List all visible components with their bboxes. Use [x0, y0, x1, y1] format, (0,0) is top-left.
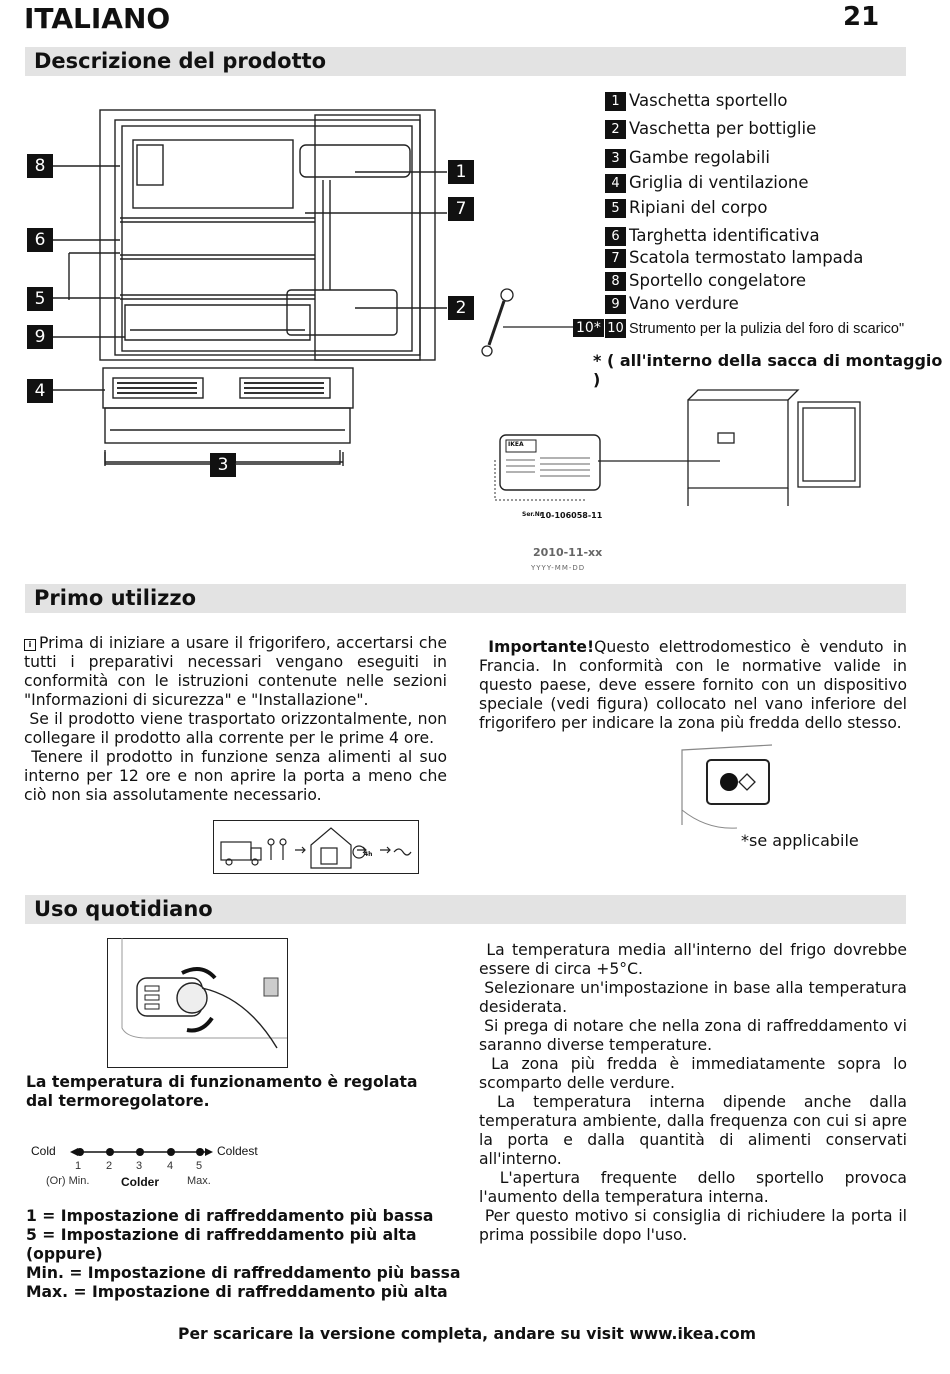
date-format: YYYY-MM-DD: [531, 564, 586, 572]
legend-item: 1 Vaschetta sportello: [605, 91, 788, 111]
info-icon: i: [24, 639, 36, 651]
callout-3: 3: [210, 453, 236, 477]
scale-tick: 4: [167, 1160, 174, 1172]
first-use-left-text: i Prima di iniziare a usare il frigorifero, accertarsi che tutti i preparativi necessari vengano eseguiti in conformità con le istruzioni contenute nelle sezioni "Informazioni di sicurezza" e "Installazione". Se il prodotto viene trasportato orizzontalmente, non collegare il prodotto alla corrente per le prime 4 ore. Tenere il prodotto in funzione senza alimenti al suo interno per 12 ore e non aprire la porta a meno che ciò non sia assolutamente necessario.: [24, 634, 447, 804]
settings-item: (oppure): [26, 1245, 103, 1263]
scale-mid-label: Colder: [121, 1175, 160, 1189]
callout-7: 7: [448, 197, 474, 221]
settings-item: 5 = Impostazione di raffreddamento più alta: [26, 1226, 417, 1244]
thermostat-caption: La temperatura di funzionamento è regolata dal termoregolatore.: [26, 1073, 418, 1110]
scale-min-label: (Or) Min.: [46, 1175, 90, 1187]
transport-pictogram: [213, 820, 419, 874]
first-use-right-text: Importante!Questo elettrodomestico è venduto in Francia. In conformità con le normative valide in questo paese, deve essere fornito con un dispositivo speciale (vedi figura) collocato nel vano inferiore del frigorifero per indicare la zona più fredda dello stesso.: [479, 638, 907, 732]
serial-label: Ser.Nr.: [522, 511, 545, 518]
section-heading-product: Descrizione del prodotto: [25, 47, 906, 76]
scale-tick: 3: [136, 1160, 143, 1172]
callout-2: 2: [448, 296, 474, 320]
scale-left-label: Cold: [31, 1144, 56, 1158]
legend-item: 7 Scatola termostato lampada: [605, 248, 863, 268]
legend-item: 6 Targhetta identificativa: [605, 226, 820, 246]
legend-item: 10 Strumento per la pulizia del foro di scarico": [605, 318, 904, 338]
legend-item: 3 Gambe regolabili: [605, 148, 770, 168]
mounting-note: * ( all'interno della sacca di montaggio ): [593, 351, 943, 389]
settings-list: [26, 1207, 460, 1302]
settings-item: 1 = Impostazione di raffreddamento più bassa: [26, 1207, 434, 1225]
callout-9: 9: [27, 325, 53, 349]
rating-plate-brand: IKEA: [508, 441, 524, 448]
language-title: ITALIANO: [24, 2, 171, 35]
section-heading-daily-use: Uso quotidiano: [25, 895, 906, 924]
footer-text: Per scaricare la versione completa, andare su visit www.ikea.com: [178, 1325, 756, 1343]
settings-item: Max. = Impostazione di raffreddamento più alta: [26, 1283, 448, 1301]
scale-max-label: Max.: [187, 1175, 211, 1187]
scale-tick: 1: [75, 1160, 82, 1172]
legend-item: 9 Vano verdure: [605, 294, 739, 314]
applicable-note: *se applicabile: [741, 831, 859, 850]
callout-10: 10*: [573, 319, 604, 337]
thermostat-knob-image: [107, 938, 288, 1068]
serial-number: 10-106058-11: [540, 511, 603, 520]
callout-5: 5: [27, 287, 53, 311]
scale-right-label: Coldest: [217, 1144, 258, 1158]
callout-8: 8: [27, 154, 53, 178]
fridge-open-door-diagram: [598, 388, 868, 518]
callout-1: 1: [448, 160, 474, 184]
temperature-indicator-image: [677, 740, 777, 832]
legend-item: 8 Sportello congelatore: [605, 271, 806, 291]
callout-6: 6: [27, 228, 53, 252]
legend-item: 4 Griglia di ventilazione: [605, 173, 809, 193]
scale-tick: 5: [196, 1160, 203, 1172]
legend-item: 5 Ripiani del corpo: [605, 198, 767, 218]
scale-tick: 2: [106, 1160, 113, 1172]
legs-bracket: [95, 446, 345, 476]
daily-use-right-text: La temperatura media all'interno del frigo dovrebbe essere di circa +5°C. Selezionare un'impostazione in base alla temperatura desiderata. Si prega di notare che nella zona di raffreddamento vi saranno diverse temperature. La zona più fredda è immediatamente sopra lo scomparto delle verdure. La temperatura interna dipende anche dalla temperatura ambiente, dalla frequenza con cui si apre la porta e dalla quantità di alimenti conservati all'interno. L'apertura frequente dello sportello provoca l'aumento della temperatura interna. Per questo motivo si consiglia di richiudere la porta il prima possibile dopo l'uso.: [479, 941, 908, 1244]
callout-4: 4: [27, 379, 53, 403]
settings-item: Min. = Impostazione di raffreddamento più bassa: [26, 1264, 461, 1282]
date-value: 2010-11-xx: [533, 546, 603, 559]
page-number: 21: [843, 2, 880, 32]
pictogram-time: 4h: [364, 851, 373, 858]
section-heading-first-use: Primo utilizzo: [25, 584, 906, 613]
legend-item: 2 Vaschetta per bottiglie: [605, 119, 816, 139]
